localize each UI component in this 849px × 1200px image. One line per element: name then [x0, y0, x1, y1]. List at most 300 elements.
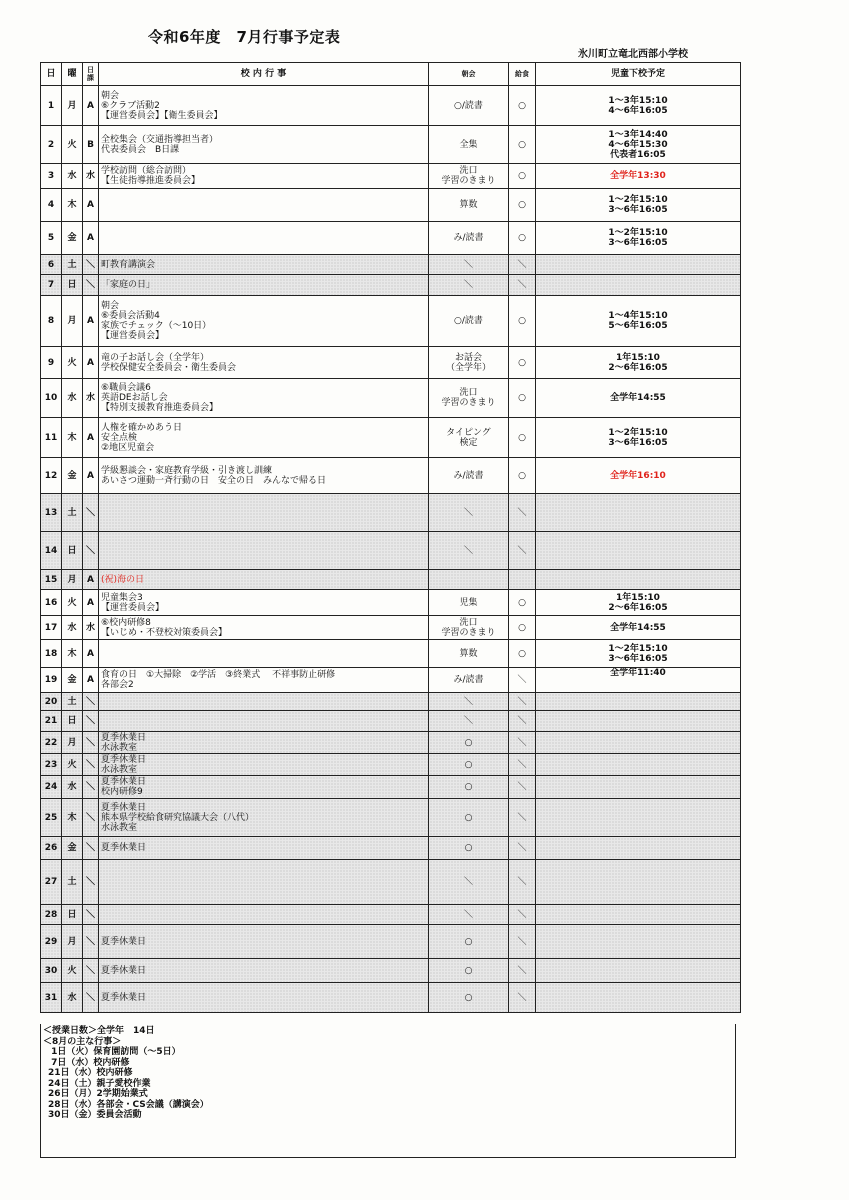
cell-line: ⑥職員会議6 — [101, 383, 151, 393]
header-kyu: 給食 — [509, 63, 536, 86]
lunch-cell: ＼ — [509, 925, 536, 959]
day-cell: 29 — [41, 925, 62, 959]
lunch-cell: ＼ — [509, 799, 536, 837]
day-cell: 12 — [41, 458, 62, 494]
cell-line: ⑥クラブ活動2 — [101, 100, 160, 111]
schedule-type-cell: A — [83, 189, 99, 222]
weekday-cell: 土 — [62, 860, 83, 905]
table-row — [41, 222, 741, 255]
morning-cell — [429, 616, 509, 640]
cell-line: 1～2年15:10 — [608, 427, 668, 438]
morning-cell: ○ — [429, 959, 509, 983]
lunch-cell: ＼ — [509, 905, 536, 925]
cell-line: 【運営委員会】【衛生委員会】 — [101, 110, 223, 121]
cell-line: 人権を確かめあう日 — [101, 422, 183, 433]
events-cell — [99, 275, 429, 296]
morning-cell — [429, 347, 509, 379]
cell-line: 3～6年16:05 — [608, 205, 668, 215]
lunch-cell: ○ — [509, 458, 536, 494]
lunch-cell: ○ — [509, 616, 536, 640]
events-cell — [99, 837, 429, 860]
lunch-cell: ＼ — [509, 693, 536, 711]
cell-line: 1～2年15:10 — [608, 228, 668, 238]
weekday-cell: 火 — [62, 754, 83, 776]
weekday-cell: 火 — [62, 590, 83, 616]
dismissal-cell — [536, 837, 741, 860]
morning-cell: ○ — [429, 776, 509, 799]
morning-cell: ＼ — [429, 494, 509, 532]
events-cell — [99, 925, 429, 959]
day-cell: 5 — [41, 222, 62, 255]
dismissal-cell — [536, 640, 741, 668]
morning-cell: ○ — [429, 837, 509, 860]
schedule-type-cell: ＼ — [83, 925, 99, 959]
events-cell — [99, 189, 429, 222]
weekday-cell: 土 — [62, 255, 83, 275]
cell-line: 1～2年15:10 — [608, 643, 668, 654]
cell-line: 1年15:10 — [616, 352, 660, 363]
weekday-cell: 水 — [62, 379, 83, 418]
morning-cell: ＼ — [429, 711, 509, 732]
table-row — [41, 86, 741, 126]
table-row — [41, 640, 741, 668]
morning-cell — [429, 379, 509, 418]
table-row — [41, 905, 741, 925]
lunch-cell: ○ — [509, 222, 536, 255]
weekday-cell: 木 — [62, 799, 83, 837]
day-cell: 24 — [41, 776, 62, 799]
dismissal-cell — [536, 616, 741, 640]
weekday-cell: 土 — [62, 693, 83, 711]
table-row — [41, 668, 741, 693]
dismissal-cell — [536, 776, 741, 799]
cell-line: 児童集会3 — [101, 592, 143, 603]
lunch-cell: ＼ — [509, 532, 536, 570]
day-cell: 21 — [41, 711, 62, 732]
table-row — [41, 799, 741, 837]
morning-cell: み/読書 — [429, 222, 509, 255]
cell-line: 学習のきまり — [441, 627, 496, 638]
cell-line: ⑥校内研修8 — [101, 617, 151, 628]
cell-line: 校内研修9 — [101, 787, 143, 797]
weekday-cell: 日 — [62, 711, 83, 732]
day-cell: 14 — [41, 532, 62, 570]
header-day: 日 — [41, 63, 62, 86]
schedule-type-cell: ＼ — [83, 693, 99, 711]
morning-cell: ○ — [429, 799, 509, 837]
cell-line: 全学年14:55 — [610, 393, 666, 403]
cell-line: 水泳教室 — [101, 764, 138, 775]
cell-line: 朝会 — [101, 90, 120, 101]
table-row — [41, 458, 741, 494]
cell-line: 【生徒指導推進委員会】 — [101, 176, 201, 186]
morning-cell: ＼ — [429, 532, 509, 570]
cell-line: 熊本県学校給食研究協議大会（八代） — [101, 812, 255, 823]
schedule-type-cell: B — [83, 126, 99, 164]
table-row — [41, 275, 741, 296]
cell-line: 英語DEお話し会 — [101, 393, 168, 403]
note-line: 26日（月）2学期始業式 — [48, 1089, 148, 1099]
dismissal-cell — [536, 590, 741, 616]
day-cell: 17 — [41, 616, 62, 640]
events-cell — [99, 494, 429, 532]
cell-line: 竜の子お話し会（全学年） — [101, 352, 210, 363]
dismissal-cell — [536, 255, 741, 275]
table-row — [41, 570, 741, 590]
cell-line: 5～6年16:05 — [608, 321, 668, 331]
cell-line: 1～3年14:40 — [608, 129, 668, 140]
lunch-cell: ＼ — [509, 983, 536, 1013]
day-cell: 27 — [41, 860, 62, 905]
lunch-cell: ○ — [509, 640, 536, 668]
cell-line: 洗口 — [459, 166, 478, 176]
day-cell: 23 — [41, 754, 62, 776]
lunch-cell: ○ — [509, 590, 536, 616]
cell-line: 洗口 — [459, 388, 478, 398]
lunch-cell: ＼ — [509, 860, 536, 905]
weekday-cell: 木 — [62, 189, 83, 222]
table-row — [41, 925, 741, 959]
events-cell — [99, 255, 429, 275]
weekday-cell: 月 — [62, 732, 83, 754]
schedule-type-cell: ＼ — [83, 983, 99, 1013]
note-line: 7日（水）校内研修 — [48, 1057, 130, 1068]
schedule-type-cell: A — [83, 296, 99, 347]
cell-line: 全学年14:55 — [610, 622, 666, 633]
schedule-type-cell: A — [83, 458, 99, 494]
cell-line: 2～6年16:05 — [608, 602, 668, 613]
header-ka: 日課 — [83, 63, 99, 86]
morning-cell: ○ — [429, 754, 509, 776]
schedule-type-cell: A — [83, 640, 99, 668]
events-cell — [99, 640, 429, 668]
day-cell: 2 — [41, 126, 62, 164]
weekday-cell: 木 — [62, 418, 83, 458]
weekday-cell: 水 — [62, 616, 83, 640]
cell-line: 家族でチェック（～10日） — [101, 321, 212, 331]
day-cell: 3 — [41, 164, 62, 189]
dismissal-cell — [536, 711, 741, 732]
header-ge: 児童下校予定 — [536, 63, 741, 86]
cell-line: 「家庭の日」 — [101, 280, 156, 290]
day-cell: 30 — [41, 959, 62, 983]
cell-line: 代表委員会 B日課 — [101, 144, 180, 155]
dismissal-cell — [536, 959, 741, 983]
dismissal-cell — [536, 296, 741, 347]
cell-line: 1～2年15:10 — [608, 195, 668, 205]
cell-line: 全学年13:30 — [610, 171, 666, 181]
cell-line: 【運営委員会】 — [101, 602, 165, 613]
events-cell — [99, 164, 429, 189]
cell-line: 【特別支援教育推進委員会】 — [101, 403, 219, 413]
lunch-cell: ○ — [509, 296, 536, 347]
lunch-cell: ○ — [509, 418, 536, 458]
day-cell: 7 — [41, 275, 62, 296]
morning-cell: 児集 — [429, 590, 509, 616]
note-line: ＜授業日数＞全学年 14日 — [43, 1026, 155, 1036]
schedule-type-cell: A — [83, 418, 99, 458]
dismissal-cell — [536, 164, 741, 189]
table-row — [41, 347, 741, 379]
morning-cell — [429, 570, 509, 590]
events-cell — [99, 418, 429, 458]
schedule-type-cell: ＼ — [83, 275, 99, 296]
table-header-row — [41, 63, 741, 86]
events-cell — [99, 754, 429, 776]
events-cell — [99, 799, 429, 837]
dismissal-cell — [536, 668, 741, 693]
cell-line: 学校訪問（総合訪問） — [101, 166, 192, 176]
morning-cell: ○/読書 — [429, 86, 509, 126]
table-row — [41, 164, 741, 189]
table-row — [41, 754, 741, 776]
lunch-cell: ＼ — [509, 837, 536, 860]
lunch-cell: ○ — [509, 86, 536, 126]
table-row — [41, 983, 741, 1013]
cell-line: 【いじめ・不登校対策委員会】 — [101, 627, 228, 638]
table-row — [41, 616, 741, 640]
dismissal-cell — [536, 494, 741, 532]
dismissal-cell — [536, 925, 741, 959]
cell-line: 各部会2 — [101, 680, 134, 690]
cell-line: 全学年16:10 — [610, 470, 666, 481]
cell-line: 夏季休業日 — [101, 732, 147, 743]
events-cell — [99, 458, 429, 494]
weekday-cell: 日 — [62, 905, 83, 925]
lunch-cell: ＼ — [509, 275, 536, 296]
lunch-cell: ＼ — [509, 255, 536, 275]
weekday-cell: 土 — [62, 494, 83, 532]
day-cell: 16 — [41, 590, 62, 616]
morning-cell: ○ — [429, 925, 509, 959]
table-row — [41, 379, 741, 418]
cell-line: （全学年） — [445, 362, 491, 373]
lunch-cell: ＼ — [509, 668, 536, 693]
morning-cell: ＼ — [429, 860, 509, 905]
morning-cell: み/読書 — [429, 668, 509, 693]
events-cell — [99, 668, 429, 693]
cell-line: 夏季休業日 — [101, 777, 147, 787]
cell-line: 学級懇談会・家庭教育学級・引き渡し訓練 — [101, 465, 273, 476]
morning-cell: ○/読書 — [429, 296, 509, 347]
events-cell — [99, 776, 429, 799]
table-row — [41, 126, 741, 164]
cell-line: 学習のきまり — [441, 398, 496, 408]
cell-line: 水泳教室 — [101, 822, 138, 833]
events-cell — [99, 616, 429, 640]
morning-cell — [429, 164, 509, 189]
day-cell: 22 — [41, 732, 62, 754]
events-cell — [99, 711, 429, 732]
events-cell — [99, 905, 429, 925]
events-cell — [99, 983, 429, 1013]
dismissal-cell — [536, 379, 741, 418]
day-cell: 13 — [41, 494, 62, 532]
day-cell: 4 — [41, 189, 62, 222]
schedule-type-cell: 水 — [83, 616, 99, 640]
events-cell — [99, 570, 429, 590]
weekday-cell: 金 — [62, 837, 83, 860]
weekday-cell: 月 — [62, 86, 83, 126]
table-row — [41, 837, 741, 860]
weekday-cell: 水 — [62, 983, 83, 1013]
schedule-type-cell: A — [83, 222, 99, 255]
table-row — [41, 255, 741, 275]
day-cell: 8 — [41, 296, 62, 347]
cell-line: 朝会 — [101, 301, 120, 311]
events-cell — [99, 379, 429, 418]
dismissal-cell — [536, 799, 741, 837]
dismissal-cell — [536, 189, 741, 222]
morning-cell: 算数 — [429, 189, 509, 222]
cell-line: 町教育講演会 — [101, 259, 156, 270]
schedule-type-cell: ＼ — [83, 532, 99, 570]
lunch-cell: ＼ — [509, 494, 536, 532]
note-line: ＜8月の主な行事＞ — [43, 1036, 122, 1047]
cell-line: 夏季休業日 — [101, 936, 147, 947]
dismissal-cell — [536, 275, 741, 296]
weekday-cell: 月 — [62, 296, 83, 347]
day-cell: 11 — [41, 418, 62, 458]
schedule-type-cell: ＼ — [83, 860, 99, 905]
cell-line: 夏季休業日 — [101, 843, 147, 853]
table-row — [41, 711, 741, 732]
cell-line: ②地区児童会 — [101, 442, 155, 453]
table-row — [41, 494, 741, 532]
events-cell — [99, 86, 429, 126]
day-cell: 31 — [41, 983, 62, 1013]
cell-line: 夏季休業日 — [101, 802, 147, 813]
cell-line: 水泳教室 — [101, 742, 138, 753]
weekday-cell: 水 — [62, 164, 83, 189]
dismissal-cell — [536, 86, 741, 126]
weekday-cell: 金 — [62, 668, 83, 693]
note-line: 1日（火）保育園訪問（～5日） — [48, 1047, 181, 1057]
lunch-cell: ○ — [509, 126, 536, 164]
cell-line: 夏季休業日 — [101, 965, 147, 976]
dismissal-cell — [536, 693, 741, 711]
dismissal-cell — [536, 983, 741, 1013]
cell-line: 1年15:10 — [616, 592, 660, 603]
day-cell: 28 — [41, 905, 62, 925]
schedule-type-cell: ＼ — [83, 754, 99, 776]
lunch-cell: ○ — [509, 164, 536, 189]
morning-cell: ＼ — [429, 693, 509, 711]
cell-line: 3～6年16:05 — [608, 653, 668, 664]
cell-line: 1～4年15:10 — [608, 311, 668, 321]
cell-line: 3～6年16:05 — [608, 238, 668, 248]
note-line: 28日（水）各部会・CS会議（講演会） — [48, 1099, 209, 1110]
weekday-cell: 月 — [62, 570, 83, 590]
day-cell: 10 — [41, 379, 62, 418]
cell-line: 学校保健安全委員会・衛生委員会 — [101, 362, 237, 373]
morning-cell: 算数 — [429, 640, 509, 668]
weekday-cell: 火 — [62, 959, 83, 983]
cell-line: 3～6年16:05 — [608, 437, 668, 448]
cell-line: 4～6年15:30 — [608, 139, 668, 150]
weekday-cell: 日 — [62, 532, 83, 570]
school-name: 氷川町立竜北西部小学校 — [578, 49, 688, 60]
dismissal-cell — [536, 347, 741, 379]
weekday-cell: 火 — [62, 347, 83, 379]
cell-line: 学習のきまり — [441, 176, 496, 186]
table-row — [41, 418, 741, 458]
morning-cell: ○ — [429, 983, 509, 1013]
table-row — [41, 776, 741, 799]
dismissal-cell — [536, 905, 741, 925]
cell-line: 全学年11:40 — [610, 668, 666, 678]
day-cell: 26 — [41, 837, 62, 860]
dismissal-cell — [536, 860, 741, 905]
cell-line: 洗口 — [459, 617, 478, 628]
day-cell: 18 — [41, 640, 62, 668]
events-cell — [99, 959, 429, 983]
cell-line: 夏季休業日 — [101, 992, 147, 1003]
dismissal-cell — [536, 126, 741, 164]
cell-line: (祝)海の日 — [101, 574, 145, 585]
events-cell — [99, 126, 429, 164]
weekday-cell: 金 — [62, 222, 83, 255]
cell-line: 【運営委員会】 — [101, 331, 165, 341]
cell-line: あいさつ運動一斉行動の日 安全の日 みんなで帰る日 — [101, 475, 327, 486]
day-cell: 1 — [41, 86, 62, 126]
table-row — [41, 532, 741, 570]
notes-box — [40, 1024, 736, 1158]
morning-cell: み/読書 — [429, 458, 509, 494]
day-cell: 19 — [41, 668, 62, 693]
morning-cell: ＼ — [429, 255, 509, 275]
events-cell — [99, 532, 429, 570]
morning-cell: ＼ — [429, 275, 509, 296]
weekday-cell: 金 — [62, 458, 83, 494]
events-cell — [99, 296, 429, 347]
table-row — [41, 959, 741, 983]
day-cell: 9 — [41, 347, 62, 379]
lunch-cell — [509, 570, 536, 590]
morning-cell: 全集 — [429, 126, 509, 164]
header-events: 校 内 行 事 — [99, 63, 429, 86]
table-row — [41, 860, 741, 905]
lunch-cell: ○ — [509, 347, 536, 379]
lunch-cell: ＼ — [509, 711, 536, 732]
table-row — [41, 189, 741, 222]
lunch-cell: ＼ — [509, 732, 536, 754]
cell-line: お話会 — [454, 352, 482, 363]
schedule-type-cell: A — [83, 590, 99, 616]
schedule-type-cell: ＼ — [83, 255, 99, 275]
dismissal-cell — [536, 754, 741, 776]
dismissal-cell — [536, 732, 741, 754]
events-cell — [99, 693, 429, 711]
morning-cell: ＼ — [429, 905, 509, 925]
schedule-type-cell: ＼ — [83, 799, 99, 837]
day-cell: 6 — [41, 255, 62, 275]
schedule-type-cell: A — [83, 570, 99, 590]
lunch-cell: ＼ — [509, 754, 536, 776]
table-row — [41, 590, 741, 616]
cell-line: タイピング — [446, 427, 491, 438]
page-title: 令和6年度 7月行事予定表 — [148, 28, 341, 46]
dismissal-cell — [536, 532, 741, 570]
morning-cell: ○ — [429, 732, 509, 754]
table-row — [41, 693, 741, 711]
events-cell — [99, 732, 429, 754]
schedule-type-cell: ＼ — [83, 776, 99, 799]
weekday-cell: 水 — [62, 776, 83, 799]
events-cell — [99, 222, 429, 255]
schedule-table — [40, 62, 741, 1013]
table-row — [41, 732, 741, 754]
